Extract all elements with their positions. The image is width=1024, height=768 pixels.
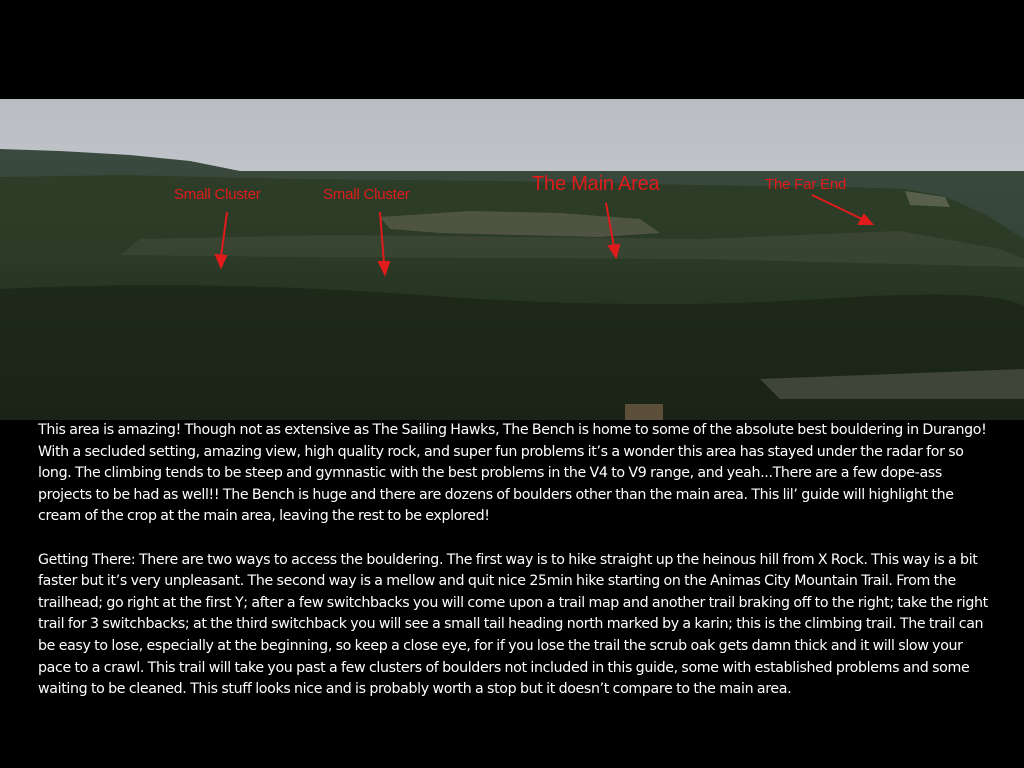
hillside-illustration	[0, 99, 1024, 420]
hillside-photo	[0, 99, 1024, 420]
label-small-cluster-2: Small Cluster	[323, 186, 410, 203]
getting-there-paragraph: Getting There: There are two ways to access the bouldering. The first way is to hike straight up the heinous hill from X Rock. This way is a bit faster but it’s very unpleasant. The second way is a mellow and quit nice 25min hike starting on the Animas City Mountain Trail. From the trailhead; go right at the first Y; after a few switchbacks you will come upon a trail map and another trail braking off to the right; take the right trail for 3 switchbacks; at the third switchback you will see a small tail heading north marked by a karin; this is the climbing trail. The trail can be easy to lose, especially at the beginning, so keep a close eye, for if you lose the trail the scrub oak gets damn thick and it will slow your pace to a crawl. This trail will take you past a few clusters of boulders not included in this guide, some with established problems and some waiting to be cleaned. This stuff looks nice and is probably worth a stop but it doesn’t compare to the main area.	[38, 551, 988, 698]
building	[625, 404, 663, 420]
lower-slope	[0, 285, 1024, 420]
description-text	[38, 420, 998, 701]
label-main-area: The Main Area	[532, 173, 660, 195]
intro-paragraph: This area is amazing! Though not as extensive as The Sailing Hawks, The Bench is home to some of the absolute best bouldering in Durango! With a secluded setting, amazing view, high quality rock, and super fun problems it’s a wonder this area has stayed under the radar for so long. The climbing tends to be steep and gymnastic with the best problems in the V4 to V9 range, and yeah...There are a few dope-ass projects to be had as well!! The Bench is huge and there are dozens of boulders other than the main area. This lil’ guide will highlight the cream of the crop at the main area, leaving the rest to be explored!	[38, 422, 987, 525]
label-far-end: The Far End	[765, 176, 847, 193]
label-small-cluster-1: Small Cluster	[174, 186, 261, 203]
